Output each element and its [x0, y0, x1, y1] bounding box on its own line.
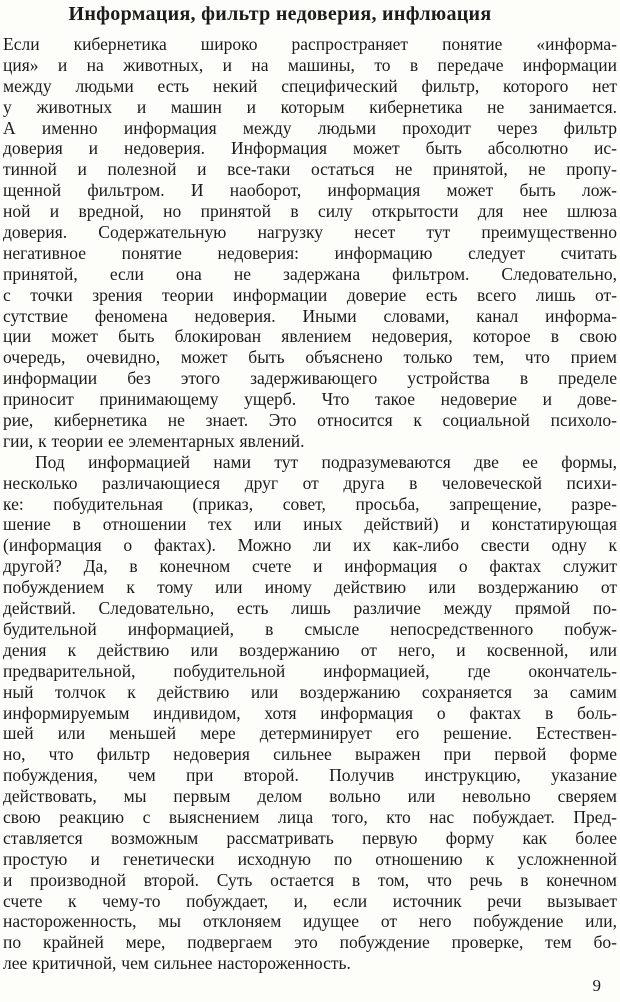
- text-line: ной и вредной, но принятой в силу открытости для нее шлюза: [3, 201, 617, 222]
- text-line: негативное понятие недоверия: информацию следует считать: [3, 242, 617, 263]
- text-line: (информация о фактах). Можно ли их как-либо свести одну к: [3, 535, 617, 556]
- text-line: рие, кибернетика не знает. Это относится к социальной психоло-: [3, 410, 617, 431]
- text-line: тинной и полезной и все-таки остаться не принятой, не пропу-: [3, 159, 617, 180]
- text-line: ставляется возможным рассматривать первую форму как более: [3, 827, 617, 848]
- text-line: простую и генетически исходную по отношению к усложненной: [3, 848, 617, 869]
- text-line: доверия и недоверия. Информация может быть абсолютно ис-: [3, 138, 617, 159]
- text-line: информации без этого задерживающего устройства в пределе: [3, 368, 617, 389]
- text-line: будительной информацией, в смысле непосредственного побуж-: [3, 618, 617, 639]
- text-line: другой? Да, в конечном счете и информация о фактах служит: [3, 556, 617, 577]
- text-line: свою реакцию с выяснением лица того, кто нас побуждает. Пред-: [3, 806, 617, 827]
- text-line: несколько различающиеся друг от друга в человеческой психи-: [3, 472, 617, 493]
- text-line: настороженность, мы отклоняем идущее от него побуждение или,: [3, 911, 617, 932]
- text-line: побуждением к тому или иному действию или воздержанию от: [3, 577, 617, 598]
- text-block: [3, 34, 617, 974]
- text-line: ке: побудительная (приказ, совет, просьба, запрещение, разре-: [3, 493, 617, 514]
- text-line: информируемым индивидом, хотя информация о фактах в боль-: [3, 702, 617, 723]
- text-line: с точки зрения теории информации доверие есть всего лишь от-: [3, 284, 617, 305]
- text-line: действий. Следовательно, есть лишь различие между прямой по-: [3, 598, 617, 619]
- text-line: очередь, очевидно, может быть объяснено только тем, что прием: [3, 347, 617, 368]
- text-line: побуждения, чем при второй. Получив инструкцию, указание: [3, 765, 617, 786]
- text-line: и производной второй. Суть остается в том, что речь в конечном: [3, 869, 617, 890]
- text-line: дения к действию или воздержанию от него, и косвенной, или: [3, 639, 617, 660]
- page-number: 9: [592, 976, 601, 995]
- text-line: шей или меньшей мере детерминирует его решение. Естествен-: [3, 723, 617, 744]
- text-line: но, что фильтр недоверия сильнее выражен при первой форме: [3, 744, 617, 765]
- text-line: лее критичной, чем сильнее настороженность.: [3, 953, 351, 974]
- text-line: предварительной, побудительной информацией, где окончатель-: [3, 660, 617, 681]
- text-line: шение в отношении тех или иных действий) и констатирующая: [3, 514, 617, 535]
- text-line: у животных и машин и которым кибернетика не занимается.: [3, 96, 617, 117]
- text-line: действовать, мы первым делом вольно или невольно сверяем: [3, 786, 617, 807]
- text-line: гии, к теории ее элементарных явлений.: [3, 430, 305, 451]
- text-line: Если кибернетика широко распространяет понятие «информа-: [3, 34, 617, 54]
- text-line: приносит принимающему ущерб. Что такое недоверие и дове-: [3, 389, 617, 410]
- text-line: счете к чему-то побуждает, и, если источник речи вызывает: [3, 890, 617, 911]
- text-line: доверия. Содержательную нагрузку несет тут преимущественно: [3, 222, 617, 243]
- text-line: А именно информация между людьми проходит через фильтр: [3, 117, 617, 138]
- text-line: между людьми есть некий специфический фильтр, которого нет: [3, 75, 617, 96]
- text-line: щенной фильтром. И наоборот, информация может быть лож-: [3, 180, 617, 201]
- page-title: Информация, фильтр недоверия, инфлюация: [68, 3, 492, 25]
- text-line: сутствие феномена недоверия. Иными словами, канал информа-: [3, 305, 617, 326]
- text-line: Под информацией нами тут подразумеваются две ее формы,: [35, 451, 617, 472]
- text-line: по крайней мере, подвергаем это побуждение проверке, тем бо-: [3, 932, 617, 953]
- text-line: ции может быть блокирован явлением недоверия, которое в свою: [3, 326, 617, 347]
- text-line: ный толчок к действию или воздержанию сохраняется за самим: [3, 681, 617, 702]
- text-line: ция» и на животных, и на машины, то в передаче информации: [3, 54, 617, 75]
- text-line: принятой, если она не задержана фильтром. Следовательно,: [3, 263, 617, 284]
